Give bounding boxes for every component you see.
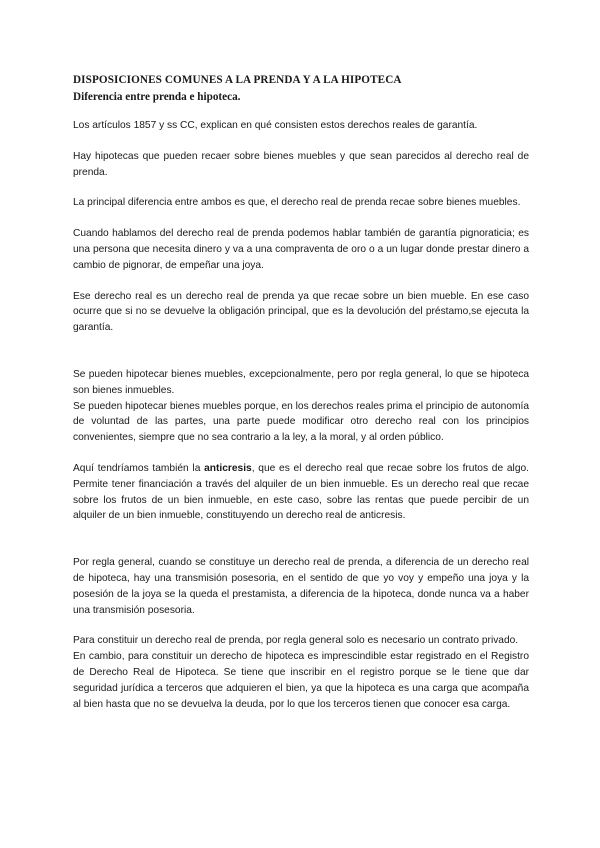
section-subtitle: Diferencia entre prenda e hipoteca. xyxy=(73,91,241,103)
anticresis-text: , que es el derecho real que recae sobre los frutos de algo. Permite tener financiación a través del alquiler de un bien inmueble. Es un derecho real que recae sobre los frutos de un bien inmueble, en este caso, sobre las rentas que puede percibir de un alquiler de un bien inmueble, constituyendo un derecho real de anticresis. xyxy=(73,462,529,522)
document-title: DISPOSICIONES COMUNES A LA PRENDA Y A LA HIPOTECA xyxy=(73,74,402,86)
paragraph-registro-hipoteca: En cambio, para constituir un derecho de hipoteca es imprescindible estar registrado en el Registro de Derecho Real de Hipoteca. Se tiene que inscribir en el registro porque se le tiene que dar seguridad jurídica a terceros que adquieren el bien, ya que la hipoteca es una carga que acompaña al bien hasta que no se devuelva la deuda, por lo que los terceros tienen que conocer esa carga. xyxy=(73,651,529,710)
anticresis-term: anticresis xyxy=(204,462,252,474)
paragraph-hipotecas-muebles: Hay hipotecas que pueden recaer sobre bienes muebles y que sean parecidos al derecho real de prenda. xyxy=(73,150,529,178)
document-page xyxy=(73,73,529,712)
paragraph-derecho-real-prenda: Ese derecho real es un derecho real de prenda ya que recae sobre un bien mueble. En ese caso ocurre que si no se devuelve la obligación principal, que es la devolución del préstamo,se ejecuta la garantía. xyxy=(73,290,529,334)
paragraph-contrato-privado: Para constituir un derecho real de prenda, por regla general solo es necesario un contrato privado. xyxy=(73,635,519,647)
anticresis-intro: Aquí tendríamos también la xyxy=(73,462,205,474)
paragraph-garantia-pignoraticia: Cuando hablamos del derecho real de prenda podemos hablar también de garantía pignoraticia; es una persona que necesita dinero y va a una compraventa de oro o a un lugar donde prestar dinero a cambio de pignorar, de empeñar una joya. xyxy=(73,228,529,271)
paragraph-transmision-posesoria: Por regla general, cuando se constituye un derecho real de prenda, a diferencia de un derecho real de hipoteca, hay una transmisión posesoria, en el sentido de que yo voy y empeño una joya y la posesión de la joya se la queda el prestamista, a diferencia de la hipoteca, donde nunca va a haber una transmisión posesoria. xyxy=(73,557,529,616)
paragraph-anticresis xyxy=(73,461,529,524)
paragraph-autonomia-voluntad: Se pueden hipotecar bienes muebles porque, en los derechos reales prima el principio de autonomía de voluntad de las partes, una parte puede modificar otro derecho real con los principios convenientes, siempre que no sea contrario a la ley, a la moral, y al orden público. xyxy=(73,400,529,444)
paragraph-hipotecar-excepcional: Se pueden hipotecar bienes muebles, excepcionalmente, pero por regla general, lo que se hipoteca son bienes inmuebles. xyxy=(73,368,529,396)
paragraph-principal-diferencia: La principal diferencia entre ambos es que, el derecho real de prenda recae sobre bienes muebles. xyxy=(73,197,521,209)
paragraph-articulos: Los artículos 1857 y ss CC, explican en qué consisten estos derechos reales de garantía. xyxy=(73,120,478,131)
